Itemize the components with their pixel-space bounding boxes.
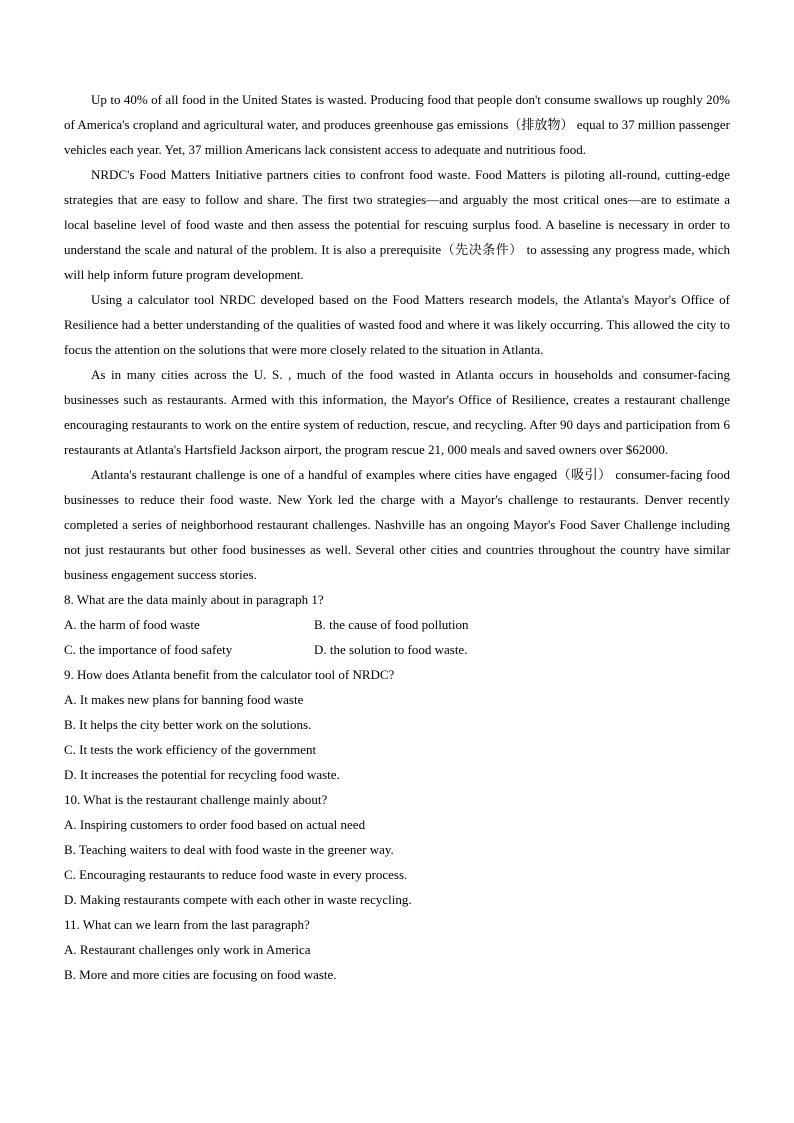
- question-stem: 9. How does Atlanta benefit from the calculator tool of NRDC?: [64, 667, 395, 682]
- question-stem: 11. What can we learn from the last paragraph?: [64, 917, 310, 932]
- passage-paragraph-4: As in many cities across the U. S. , much of the food wasted in Atlanta occurs in households and consumer-facing businesses such as restaurants. Armed with this information, the Mayor's Office of Resilience, creates a restaurant challenge encouraging restaurants to work on the entire system of reduction, rescue, and recycling. After 90 days and participation from 6 restaurants at Atlanta's Hartsfield Jackson airport, the program rescue 21, 000 meals and saved owners over $62000.: [64, 367, 730, 457]
- option-a: A. Restaurant challenges only work in America: [64, 942, 311, 957]
- option-d: D. Making restaurants compete with each other in waste recycling.: [64, 892, 412, 907]
- option-a: A. the harm of food waste: [64, 617, 200, 632]
- option-b: B. It helps the city better work on the solutions.: [64, 717, 312, 732]
- option-c: C. the importance of food safety: [64, 642, 233, 657]
- question-stem: 10. What is the restaurant challenge mainly about?: [64, 792, 328, 807]
- option-c: C. It tests the work efficiency of the government: [64, 742, 317, 757]
- passage-paragraph-5: Atlanta's restaurant challenge is one of a handful of examples where cities have engaged（吸引） consumer-facing food businesses to reduce their food waste. New York led the charge with a Mayor's challenge to restaurants. Denver recently completed a series of neighborhood restaurant challenges. Nashville has an ongoing Mayor's Food Saver Challenge including not just restaurants but other food businesses as well. Several other cities and countries throughout the country have similar business engagement success stories.: [64, 467, 730, 582]
- option-d: D. It increases the potential for recycling food waste.: [64, 767, 340, 782]
- question-11: [64, 912, 730, 987]
- question-8: [64, 587, 730, 662]
- option-c: C. Encouraging restaurants to reduce food waste in every process.: [64, 867, 408, 882]
- option-b: B. Teaching waiters to deal with food waste in the greener way.: [64, 842, 394, 857]
- question-9: [64, 662, 730, 787]
- option-a: A. It makes new plans for banning food waste: [64, 692, 304, 707]
- passage-paragraph-3: Using a calculator tool NRDC developed based on the Food Matters research models, the Atlanta's Mayor's Office of Resilience had a better understanding of the qualities of wasted food and where it was likely occurring. This allowed the city to focus the attention on the solutions that were more closely related to the situation in Atlanta.: [64, 292, 730, 357]
- option-row: [64, 612, 730, 637]
- option-b: B. the cause of food pollution: [314, 617, 469, 632]
- option-row: [64, 637, 730, 662]
- option-a: A. Inspiring customers to order food based on actual need: [64, 817, 366, 832]
- option-d: D. the solution to food waste.: [314, 642, 468, 657]
- question-10: [64, 787, 730, 912]
- passage-paragraph-1: Up to 40% of all food in the United States is wasted. Producing food that people don't consume swallows up roughly 20% of America's cropland and agricultural water, and produces greenhouse gas emissions（排放物） equal to 37 million passenger vehicles each year. Yet, 37 million Americans lack consistent access to adequate and nutritious food.: [64, 92, 730, 157]
- passage-paragraph-2: NRDC's Food Matters Initiative partners cities to confront food waste. Food Matters is piloting all-round, cutting-edge strategies that are easy to follow and share. The first two strategies—and arguably the most critical ones—are to estimate a local baseline level of food waste and then assess the potential for rescuing surplus food. A baseline is necessary in order to understand the scale and natural of the problem. It is also a prerequisite（先决条件） to assessing any progress made, which will help inform future program development.: [64, 167, 730, 282]
- option-b: B. More and more cities are focusing on food waste.: [64, 967, 337, 982]
- document-page: [64, 87, 730, 987]
- question-stem: 8. What are the data mainly about in paragraph 1?: [64, 592, 324, 607]
